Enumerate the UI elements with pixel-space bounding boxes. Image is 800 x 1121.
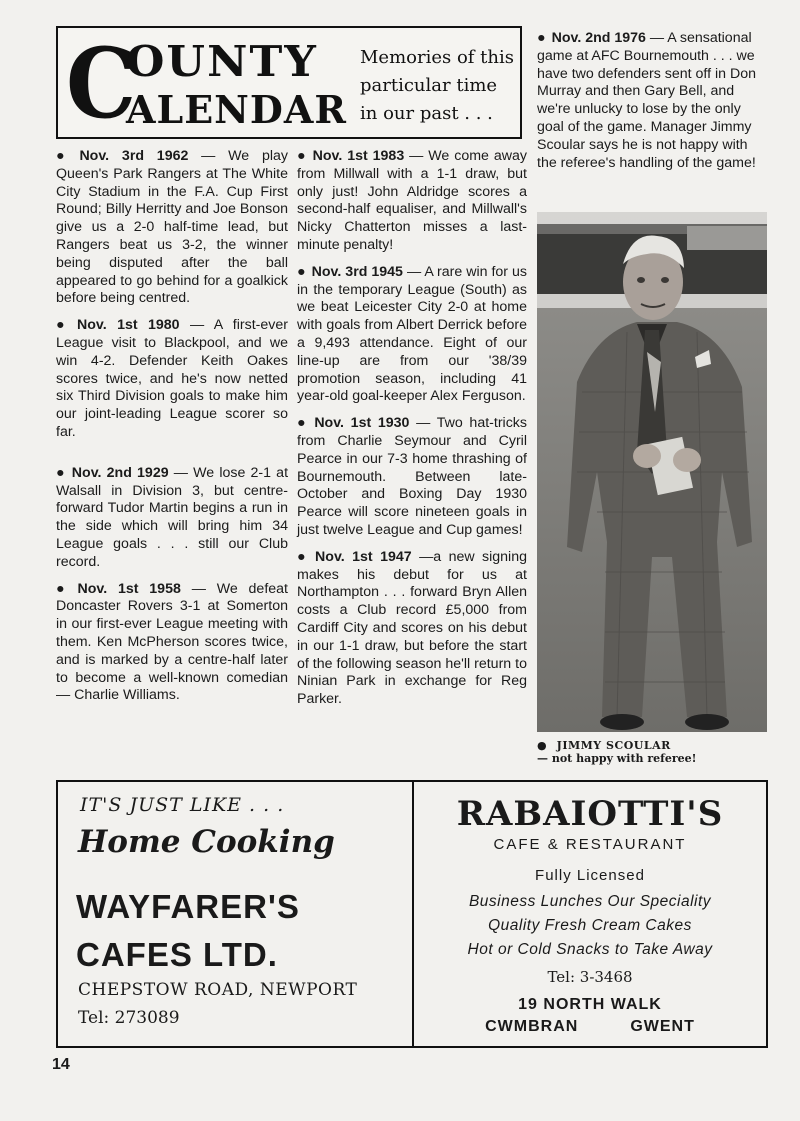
- advertisement-box: [56, 780, 768, 1048]
- bullet-icon: ●: [297, 263, 306, 280]
- entry-text: — Two hat-tricks from Charlie Seymour and Cyril Pearce in our 7-3 home thrashing of Bournemouth. Between late-October and Boxing Day 1930 Pearce will score nineteen goals in just twelve League and Cup games!: [297, 415, 527, 538]
- entry-date: Nov. 3rd 1962: [79, 148, 189, 164]
- county-calendar-logo: [64, 27, 354, 140]
- bullet-icon: ●: [56, 148, 74, 164]
- wayfarers-headline: Home Cooking: [78, 824, 335, 860]
- calendar-entry: [56, 317, 288, 442]
- rabaiottis-offer-line: Hot or Cold Snacks to Take Away: [467, 941, 713, 958]
- wayfarers-address: CHEPSTOW ROAD, NEWPORT: [78, 980, 358, 1000]
- bullet-icon: ●: [56, 464, 66, 481]
- wayfarers-telephone: Tel: 273089: [78, 1008, 180, 1028]
- calendar-entry: [297, 415, 527, 540]
- entry-date: Nov. 2nd 1976: [551, 30, 646, 46]
- photo-illustration: [537, 212, 767, 732]
- calendar-entry: [56, 465, 288, 572]
- entry-date: Nov. 1st 1983: [312, 148, 405, 164]
- calendar-column-3: [537, 30, 767, 181]
- rabaiottis-subtitle: CAFE & RESTAURANT: [493, 836, 687, 853]
- wayfarers-name-line2: CAFES LTD.: [76, 936, 278, 973]
- rabaiottis-offer-line: Quality Fresh Cream Cakes: [488, 917, 692, 934]
- entry-text: — A first-ever League visit to Blackpool, and we win 4-2. Defender Keith Oakes scores twice, and he's now netted six Third Division goals to make him our joint-leading League scorer so far.: [56, 317, 288, 440]
- bullet-icon: ●: [537, 739, 547, 752]
- calendar-column-1: [56, 148, 288, 714]
- entry-date: Nov. 1st 1947: [315, 548, 412, 565]
- jimmy-scoular-photo: [537, 212, 767, 732]
- rabaiottis-offer-line: Business Lunches Our Speciality: [468, 893, 712, 910]
- rabaiottis-county: GWENT: [630, 1018, 695, 1035]
- wayfarers-kicker: IT'S JUST LIKE . . .: [80, 794, 285, 816]
- rabaiottis-name: RABAIOTTI'S: [456, 794, 724, 834]
- bullet-icon: ●: [537, 30, 546, 46]
- calendar-entry: [537, 30, 767, 172]
- calendar-column-2: [297, 148, 527, 718]
- wayfarers-ad: [58, 782, 412, 1046]
- caption-name: JIMMY SCOULAR: [556, 739, 671, 752]
- logo-initial: C: [66, 27, 137, 140]
- entry-text: —a new signing makes his debut for us at Northampton . . . forward Bryn Allen costs a Club record £5,000 from Cardiff City and scores on his debut in our 1-1 draw, but before the start of the following season he'll return to Ninian Park in exchange for Reg Parker.: [297, 548, 527, 708]
- rabaiottis-ad: [414, 782, 766, 1046]
- wayfarers-name-line1: WAYFARER'S: [76, 888, 300, 925]
- county-calendar-header: [56, 26, 522, 139]
- rabaiottis-offers: [414, 890, 766, 962]
- header-tagline: Memories of this particular time in our past . . .: [360, 47, 515, 124]
- calendar-entry: [297, 264, 527, 406]
- bullet-icon: ●: [56, 580, 72, 597]
- entry-date: Nov. 3rd 1945: [311, 263, 403, 280]
- page-number: 14: [52, 1056, 70, 1073]
- entry-text: — We lose 2-1 at Walsall in Division 3, but centre-forward Tudor Martin begins a run in the side which will bring him 34 League goals . . . still our Club record.: [56, 464, 289, 570]
- entry-date: Nov. 1st 1958: [77, 580, 181, 597]
- calendar-entry: [297, 549, 527, 709]
- rabaiottis-town: CWMBRAN: [485, 1018, 579, 1035]
- entry-text: — We defeat Doncaster Rovers 3-1 at Somerton in our first-ever League meeting with them. Ken McPherson scores twice, and is marked by a centre-half later to become a well-known comedian — Charlie Williams.: [56, 580, 288, 704]
- entry-date: Nov. 1st 1930: [314, 415, 410, 432]
- bullet-icon: ●: [297, 415, 309, 432]
- entry-text: — We come away from Millwall with a 1-1 draw, but only just! John Aldridge scores a second-half equaliser, and Millwall's Nicky Chatterton misses a last-minute penalty!: [297, 148, 527, 253]
- rabaiottis-licensed: Fully Licensed: [535, 867, 645, 884]
- calendar-entry: [56, 148, 288, 308]
- rabaiottis-address-line2: [414, 1018, 766, 1036]
- bullet-icon: ●: [297, 148, 307, 164]
- bullet-icon: ●: [297, 548, 310, 565]
- entry-text: — A rare win for us in the temporary League (South) as we beat Leicester City 2-0 at home with goals from Albert Derrick before a 9,493 attendance. Eight of our line-up are from our '38/39 promotion season, including 41 year-old goal-keeper Alex Ferguson.: [297, 263, 528, 405]
- entry-text: — We play Queen's Park Rangers at The White City Stadium in the F.A. Cup First Round; Billy Herritty and Joe Bonson give us a 2-0 half-time lead, but Rangers beat us 3-2, the winner being disputed after the ball appeared to go behind for a goalkick before being centred.: [56, 148, 288, 307]
- caption-subtext: — not happy with referee!: [537, 751, 697, 765]
- entry-text: — A sensational game at AFC Bournemouth . . . we have two defenders sent off in Don Murray and then Gary Bell, and we're unlucky to lose by the only goal of the game. Manager Jimmy Scoular says he is not happy with the referee's handling of the game!: [537, 30, 756, 171]
- bullet-icon: ●: [56, 317, 72, 334]
- entry-date: Nov. 2nd 1929: [71, 464, 169, 481]
- photo-caption: [537, 740, 767, 765]
- rabaiottis-telephone: Tel: 3-3468: [547, 968, 633, 986]
- logo-top-word: OUNTY: [126, 37, 318, 86]
- logo-bottom-word: ALENDAR: [126, 87, 347, 132]
- calendar-entry: [56, 581, 288, 706]
- rabaiottis-address-line1: 19 NORTH WALK: [518, 996, 662, 1013]
- entry-date: Nov. 1st 1980: [77, 317, 180, 334]
- calendar-entry: [297, 148, 527, 255]
